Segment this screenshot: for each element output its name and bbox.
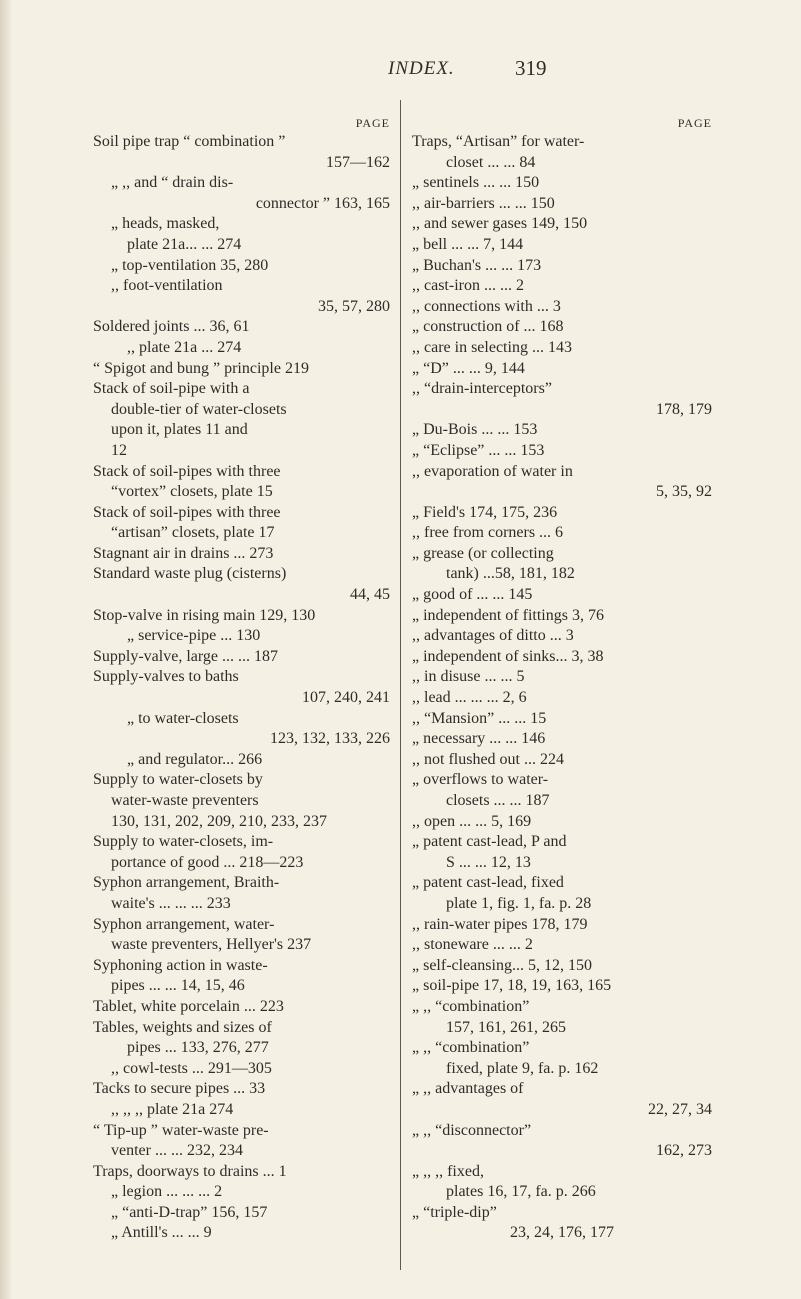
index-line: ,, lead ... ... ... 2, 6 [412,689,527,707]
index-line: Traps, doorways to drains ... 1 [93,1162,287,1180]
index-line: Tablet, white porcelain ... 223 [93,997,284,1015]
index-line: „ construction of ... 168 [412,318,564,336]
index-line: water-waste preventers [111,792,259,809]
index-line: 123, 132, 133, 226 [270,730,390,748]
running-title: INDEX. [388,58,455,79]
index-line: „ Antill's ... ... 9 [111,1224,212,1242]
right-index-lines [412,132,712,1244]
index-line: 12 [111,441,127,459]
index-line: Traps, “Artisan” for water- [412,133,585,150]
index-line: Tacks to secure pipes ... 33 [93,1080,266,1098]
index-line: 22, 27, 34 [648,1100,712,1118]
index-line: „ service-pipe ... 130 [127,627,261,645]
index-line: ,, cast-iron ... ... 2 [412,277,524,295]
index-line: „ self-cleansing... 5, 12, 150 [412,956,592,974]
index-line: „ patent cast-lead, P and [412,833,567,851]
index-line: „ “D” ... ... 9, 144 [412,359,525,377]
index-line: „ good of ... ... 145 [412,586,533,604]
index-line: plates 16, 17, fa. p. 266 [446,1183,596,1201]
index-line: 157—162 [326,153,390,171]
index-line: closets ... ... 187 [446,792,550,809]
index-line: „ and regulator... 266 [127,750,263,768]
index-line: „ heads, masked, [111,215,220,233]
index-line: „ grease (or collecting [412,544,554,562]
index-line: „ Field's 174, 175, 236 [412,503,558,521]
right-index-column [412,114,712,1244]
index-line: Supply-valves to baths [93,668,239,686]
index-line: ,, cowl-tests ... 291—305 [111,1059,272,1077]
index-line: Syphon arrangement, water- [93,915,275,933]
index-line: „ necessary ... ... 146 [412,730,546,748]
index-line: Supply to water-closets, im- [93,833,274,851]
index-line: „ ,, advantages of [412,1080,524,1098]
left-index-lines [93,132,390,1244]
index-line: ,, plate 21a ... 274 [127,338,242,356]
index-line: ,, and sewer gases 149, 150 [412,215,588,233]
index-line: „ independent of sinks... 3, 38 [412,647,604,665]
index-line: “ Spigot and bung ” principle 219 [93,359,309,377]
index-line: ,, connections with ... 3 [412,297,561,315]
index-line: 5, 35, 92 [656,483,712,501]
index-line: „ bell ... ... 7, 144 [412,235,524,253]
index-line: „ “triple-dip” [412,1203,497,1221]
index-line: upon it, plates 11 and [111,421,248,439]
index-line: Stagnant air in drains ... 273 [93,544,274,562]
index-line: connector ” 163, 165 [255,194,390,212]
column-divider [400,100,401,1270]
index-line: „ legion ... ... ... 2 [111,1183,223,1201]
index-line: Supply to water-closets by [93,771,263,789]
index-line: „ independent of fittings 3, 76 [412,606,604,624]
index-line: ,, not flushed out ... 224 [412,750,564,768]
index-line: „ overflows to water- [412,771,549,789]
index-line: „ patent cast-lead, fixed [412,874,564,892]
left-index-column [93,114,390,1244]
index-line: portance of good ... 218—223 [111,853,304,871]
index-line: 23, 24, 176, 177 [510,1224,614,1242]
index-line: „ ,, “combination” [412,1039,530,1057]
index-line: “vortex” closets, plate 15 [111,483,273,501]
index-line: fixed, plate 9, fa. p. 162 [446,1059,599,1077]
index-line: ,, in disuse ... ... 5 [412,668,525,686]
index-line: ,, “drain-interceptors” [412,380,552,398]
index-line: Soldered joints ... 36, 61 [93,318,250,336]
index-line: ,, stoneware ... ... 2 [412,936,533,954]
index-line: S ... ... 12, 13 [446,853,531,871]
page-header [0,58,801,88]
index-line: ,, free from corners ... 6 [412,524,564,542]
index-line: „ “anti-D-trap” 156, 157 [111,1203,268,1221]
index-line: ,, evaporation of water in [412,462,573,480]
index-line: ,, rain-water pipes 178, 179 [412,915,588,933]
index-line: pipes ... ... 14, 15, 46 [111,977,245,995]
index-line: “artisan” closets, plate 17 [111,524,275,542]
index-line: plate 1, fig. 1, fa. p. 28 [446,894,592,912]
page-number: 319 [515,56,547,80]
index-line: „ Buchan's ... ... 173 [412,256,542,274]
index-line: 178, 179 [656,400,712,418]
index-line: ,, air-barriers ... ... 150 [412,194,555,212]
index-line: Syphoning action in waste- [93,956,268,974]
index-line: Supply-valve, large ... ... 187 [93,647,279,665]
index-line: “ Tip-up ” water-waste pre- [93,1121,269,1139]
index-line: 107, 240, 241 [302,689,390,707]
index-line: „ ,, “combination” [412,997,530,1015]
index-line: „ “Eclipse” ... ... 153 [412,441,545,459]
index-line: „ ,, ,, fixed, [412,1162,484,1180]
index-line: ,, advantages of ditto ... 3 [412,627,574,645]
index-line: „ to water-closets [127,709,239,727]
index-line: double-tier of water-closets [111,400,287,418]
index-line: ,, care in selecting ... 143 [412,338,572,356]
index-line: Tables, weights and sizes of [93,1018,272,1036]
page-spine-shadow [0,0,12,1299]
index-line: „ Du-Bois ... ... 153 [412,421,538,439]
index-line: Standard waste plug (cisterns) [93,565,287,583]
index-line: ,, open ... ... 5, 169 [412,812,532,830]
index-line: 157, 161, 261, 265 [446,1018,566,1036]
index-line: „ ,, and “ drain dis- [111,174,234,192]
index-line: 35, 57, 280 [318,297,390,315]
index-line: 44, 45 [350,586,390,604]
index-line: pipes ... 133, 276, 277 [127,1039,269,1057]
index-line: ,, ,, ,, plate 21a 274 [111,1100,234,1118]
index-line: ,, “Mansion” ... ... 15 [412,709,547,727]
index-line: Stack of soil-pipes with three [93,503,281,521]
index-line: 162, 273 [656,1142,712,1160]
index-line: „ sentinels ... ... 150 [412,174,540,192]
index-line: waste preventers, Hellyer's 237 [111,936,312,954]
index-line: closet ... ... 84 [446,153,536,171]
index-line: Stack of soil-pipes with three [93,462,281,480]
index-line: Stack of soil-pipe with a [93,380,250,398]
index-line: Stop-valve in rising main 129, 130 [93,606,316,624]
index-line: tank) ...58, 181, 182 [446,565,575,583]
index-line: „ soil-pipe 17, 18, 19, 163, 165 [412,977,612,995]
page-column-label: PAGE [355,116,390,130]
index-line: Soil pipe trap “ combination ” [93,133,286,150]
page-column-label: PAGE [677,116,712,130]
index-line: venter ... ... 232, 234 [111,1142,243,1160]
index-line: plate 21a... ... 274 [127,235,242,253]
index-line: ,, foot-ventilation [111,277,223,295]
index-line: waite's ... ... ... 233 [111,894,231,912]
index-line: 130, 131, 202, 209, 210, 233, 237 [111,812,327,830]
index-line: Syphon arrangement, Braith- [93,874,280,892]
index-line: „ top-ventilation 35, 280 [111,256,269,274]
index-line: „ ,, “disconnector” [412,1121,532,1139]
